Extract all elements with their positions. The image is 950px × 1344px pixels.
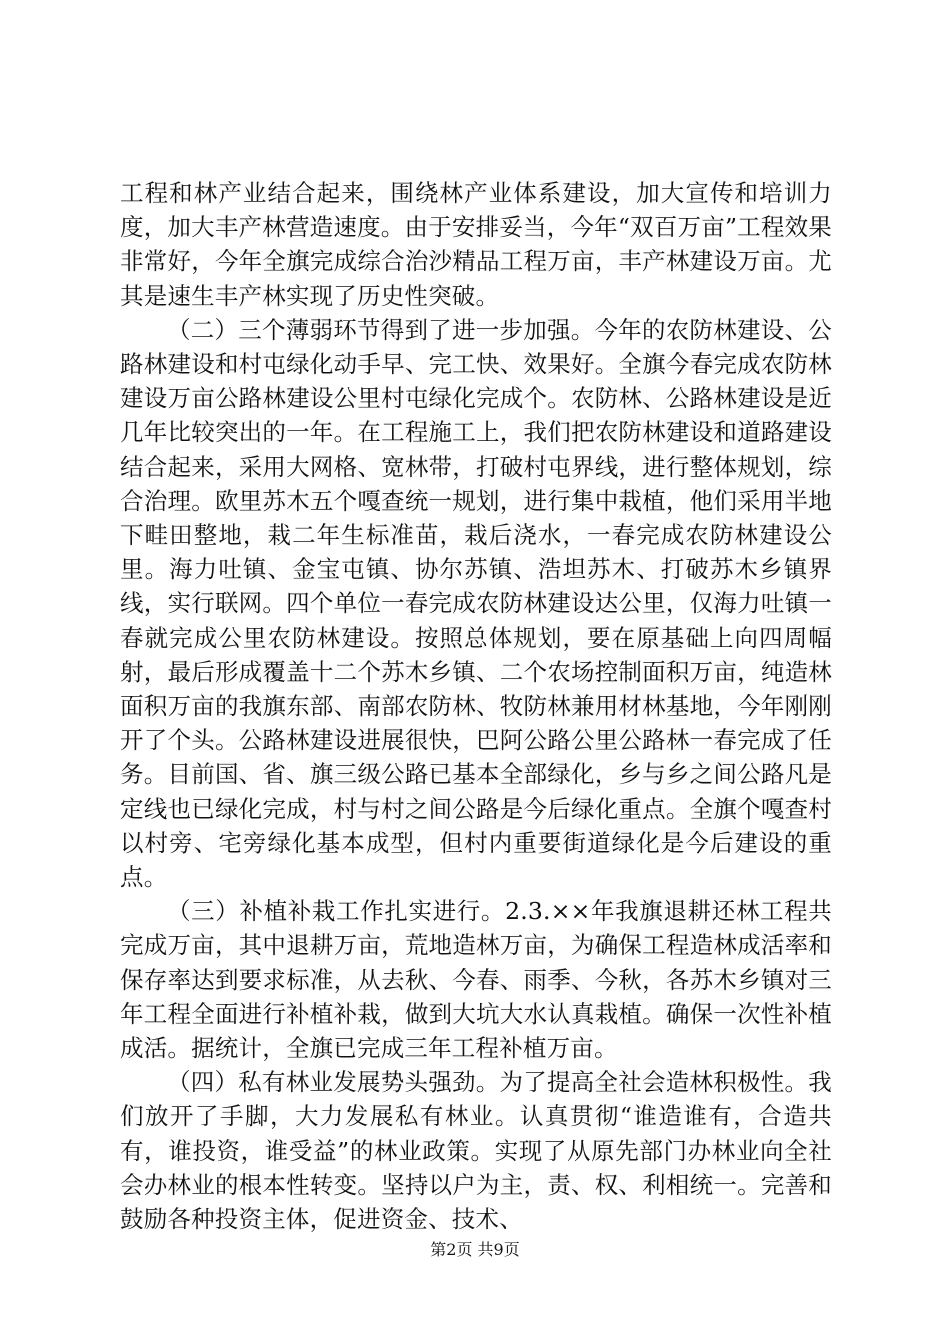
document-body bbox=[120, 176, 832, 1236]
paragraph-section-four: （四）私有林业发展势头强劲。为了提高全社会造林积极性。我们放开了手脚，大力发展私有林业。认真贯彻“谁造谁有，合造共有，谁投资，谁受益”的林业政策。实现了从原先部门办林业向全社会办林业的根本性转变。坚持以户为主，责、权、利相统一。完善和鼓励各种投资主体，促进资金、技术、 bbox=[120, 1068, 832, 1234]
page-number-footer: 第2页 共9页 bbox=[430, 1240, 520, 1259]
paragraph-continuation: 工程和林产业结合起来，围绕林产业体系建设，加大宣传和培训力度，加大丰产林营造速度。由于安排妥当，今年“双百万亩”工程效果非常好，今年全旗完成综合治沙精品工程万亩，丰产林建设万亩。尤其是速生丰产林实现了历史性突破。 bbox=[120, 179, 832, 310]
paragraph-section-three: （三）补植补栽工作扎实进行。2.3.××年我旗退耕还林工程共完成万亩，其中退耕万亩，荒地造林万亩，为确保工程造林成活率和保存率达到要求标准，从去秋、今春、雨季、今秋，各苏木乡镇对三年工程全面进行补植补栽，做到大坑大水认真栽植。确保一次性补植成活。据统计，全旗已完成三年工程补植万亩。 bbox=[120, 897, 832, 1063]
paragraph-section-two: （二）三个薄弱环节得到了进一步加强。今年的农防林建设、公路林建设和村屯绿化动手早、完工快、效果好。全旗今春完成农防林建设万亩公路林建设公里村屯绿化完成个。农防林、公路林建设是近几年比较突出的一年。在工程施工上，我们把农防林建设和道路建设结合起来，采用大网格、宽林带，打破村屯界线，进行整体规划，综合治理。欧里苏木五个嘎查统一规划，进行集中栽植，他们采用半地下畦田整地，栽二年生标准苗，栽后浇水，一春完成农防林建设公里。海力吐镇、金宝屯镇、协尔苏镇、浩坦苏木、打破苏木乡镇界线，实行联网。四个单位一春完成农防林建设达公里，仅海力吐镇一春就完成公里农防林建设。按照总体规划，要在原基础上向四周幅射，最后形成覆盖十二个苏木乡镇、二个农场控制面积万亩，纯造林面积万亩的我旗东部、南部农防林、牧防林兼用材林基地，今年刚刚开了个头。公路林建设进展很快，巴阿公路公里公路林一春完成了任务。目前国、省、旗三级公路已基本全部绿化，乡与乡之间公路凡是定线也已绿化完成，村与村之间公路是今后绿化重点。全旗个嘎查村以村旁、宅旁绿化基本成型，但村内重要街道绿化是今后建设的重点。 bbox=[120, 315, 832, 892]
